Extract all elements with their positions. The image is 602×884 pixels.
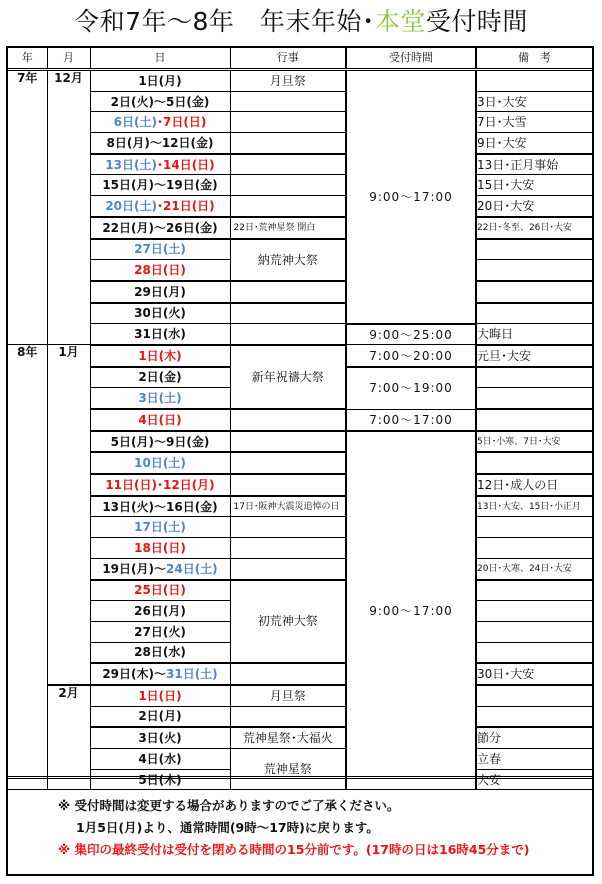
- event-cell: [230, 91, 346, 112]
- day-text: 4日(水): [138, 751, 182, 766]
- note-cell: [476, 281, 592, 303]
- day-text: 11日(日)･12日(月): [105, 477, 215, 492]
- event-cell: [230, 112, 346, 133]
- hours-cell: 7:00～19:00: [346, 367, 476, 409]
- header-row: [8, 48, 592, 70]
- day-text: 15日(月)～19日(金): [102, 178, 218, 193]
- note-cell: 3日･大安: [476, 91, 592, 112]
- event-cell: 荒神星祭･大福火: [230, 727, 346, 748]
- note-cell: 元旦･大安: [476, 345, 592, 367]
- event-cell: 初荒神大祭: [230, 580, 346, 664]
- day-cell: [90, 621, 230, 642]
- day-text: ･14日(日): [157, 157, 215, 172]
- event-cell: 17日･阪神大震災追悼の日: [230, 496, 346, 517]
- title-highlight: 本堂: [374, 7, 426, 36]
- footer-line-3: ※ 集印の最終受付は受付を閉める時間の15分前です。(17時の日は16時45分まで): [58, 842, 530, 857]
- event-cell: [230, 431, 346, 453]
- table-row: [8, 706, 592, 727]
- schedule-table: [8, 48, 592, 790]
- table-row: [8, 517, 592, 538]
- table-row: [8, 324, 592, 345]
- day-text: 29日(月): [134, 284, 186, 299]
- note-cell: [476, 388, 592, 409]
- day-text: 3日(土): [138, 391, 182, 406]
- note-cell: [476, 685, 592, 706]
- day-text: 2日(火)～5日(金): [110, 94, 210, 109]
- day-text: 5日(木): [138, 772, 182, 787]
- year-cell: 8年: [8, 345, 47, 790]
- table-row: [8, 558, 592, 579]
- day-text: ･21日(日): [157, 198, 215, 213]
- event-cell: [230, 663, 346, 685]
- note-cell: 20日･大寒、24日･大安: [476, 558, 592, 579]
- day-cell: [90, 431, 230, 453]
- hours-cell: 9:00～25:00: [346, 324, 476, 345]
- note-cell: [476, 580, 592, 601]
- day-cell: [90, 685, 230, 706]
- table-row: [8, 452, 592, 474]
- month-cell: 12月: [47, 70, 90, 345]
- day-cell: [90, 112, 230, 133]
- day-text: 19日(月)～: [102, 561, 166, 576]
- day-text: 26日(月): [134, 604, 186, 619]
- day-text: 10日(土): [134, 456, 186, 471]
- table-row: [8, 749, 592, 770]
- day-text: 24日(土): [166, 561, 218, 576]
- day-cell: [90, 663, 230, 685]
- day-cell: [90, 239, 230, 260]
- day-cell: [90, 388, 230, 409]
- table-row: [8, 175, 592, 196]
- note-cell: [476, 601, 592, 622]
- note-cell: 節分: [476, 727, 592, 748]
- day-text: 13日(土): [105, 157, 157, 172]
- day-text: 13日(火)～16日(金): [102, 499, 218, 514]
- table-row: [8, 217, 592, 239]
- table-row: [8, 112, 592, 133]
- event-cell: [230, 154, 346, 175]
- table-row: [8, 196, 592, 217]
- note-cell: [476, 621, 592, 642]
- day-text: 1日(木): [138, 348, 182, 363]
- event-cell: 荒神星祭: [230, 749, 346, 790]
- day-text: 30日(火): [134, 306, 186, 321]
- note-cell: [476, 367, 592, 388]
- month-cell: 1月: [47, 345, 90, 685]
- note-cell: 大安: [476, 769, 592, 790]
- table-row: [8, 303, 592, 324]
- note-cell: [476, 409, 592, 431]
- note-cell: 12日･成人の日: [476, 474, 592, 496]
- day-text: 20日(土): [105, 198, 157, 213]
- table-row: [8, 91, 592, 112]
- table-row: [8, 345, 592, 367]
- day-text: 1日(月): [138, 73, 182, 88]
- note-cell: [476, 70, 592, 92]
- day-text: 5日(月)～9日(金): [110, 434, 210, 449]
- note-cell: 13日･正月事始: [476, 154, 592, 175]
- day-cell: [90, 217, 230, 239]
- table-row: [8, 685, 592, 706]
- day-cell: [90, 70, 230, 92]
- schedule-body: [8, 70, 592, 790]
- header-event: 行事: [230, 48, 346, 70]
- day-cell: [90, 409, 230, 431]
- header-year: 年: [8, 48, 47, 70]
- day-cell: [90, 452, 230, 474]
- note-cell: 5日･小寒、7日･大安: [476, 431, 592, 453]
- day-cell: [90, 175, 230, 196]
- title-part2: 受付時間: [425, 7, 528, 36]
- footer-notes: [8, 776, 592, 874]
- day-cell: [90, 517, 230, 538]
- note-cell: 15日･大安: [476, 175, 592, 196]
- note-cell: 30日･大安: [476, 663, 592, 685]
- day-cell: [90, 496, 230, 517]
- hours-cell: 9:00～17:00: [346, 431, 476, 790]
- note-cell: [476, 239, 592, 260]
- day-text: 28日(日): [134, 263, 186, 278]
- footer-line-1: ※ 受付時間は変更する場合がありますのでご了承ください。: [58, 798, 400, 813]
- event-cell: [230, 281, 346, 303]
- table-row: [8, 70, 592, 92]
- day-text: 22日(月)～26日(金): [102, 220, 218, 235]
- day-cell: [90, 91, 230, 112]
- day-cell: [90, 474, 230, 496]
- day-text: 6日(土): [113, 115, 157, 130]
- header-month: 月: [47, 48, 90, 70]
- table-row: [8, 538, 592, 559]
- event-cell: 月旦祭: [230, 70, 346, 92]
- title-part1: 令和7年～8年 年末年始･: [74, 7, 375, 36]
- event-cell: [230, 409, 346, 431]
- day-text: 18日(日): [134, 540, 186, 555]
- table-row: [8, 409, 592, 431]
- note-cell: [476, 642, 592, 663]
- day-cell: [90, 154, 230, 175]
- table-row: [8, 580, 592, 601]
- day-cell: [90, 749, 230, 770]
- day-text: 2日(金): [138, 370, 182, 385]
- day-text: 27日(火): [134, 624, 186, 639]
- day-text: 1日(日): [138, 688, 182, 703]
- table-row: [8, 663, 592, 685]
- event-cell: [230, 474, 346, 496]
- day-cell: [90, 642, 230, 663]
- event-cell: [230, 517, 346, 538]
- day-cell: [90, 706, 230, 727]
- note-cell: 7日･大雪: [476, 112, 592, 133]
- day-cell: [90, 324, 230, 345]
- note-cell: 立春: [476, 749, 592, 770]
- day-cell: [90, 538, 230, 559]
- hours-cell: 7:00～20:00: [346, 345, 476, 367]
- day-text: 4日(日): [138, 412, 182, 427]
- event-cell: [230, 706, 346, 727]
- day-cell: [90, 196, 230, 217]
- day-text: 31日(土): [166, 667, 218, 682]
- header-hours: 受付時間: [346, 48, 476, 70]
- header-notes: 備 考: [476, 48, 592, 70]
- day-text: 8日(月)～12日(金): [106, 135, 214, 150]
- month-cell: 2月: [47, 685, 90, 790]
- note-cell: [476, 538, 592, 559]
- day-cell: [90, 580, 230, 601]
- day-cell: [90, 727, 230, 748]
- note-cell: 9日･大安: [476, 133, 592, 154]
- event-cell: [230, 324, 346, 345]
- day-text: 25日(日): [134, 583, 186, 598]
- day-text: 17日(土): [134, 520, 186, 535]
- event-cell: [230, 538, 346, 559]
- day-cell: [90, 558, 230, 579]
- day-text: 29日(木)～: [102, 667, 166, 682]
- day-cell: [90, 601, 230, 622]
- event-cell: [230, 303, 346, 324]
- table-row: [8, 496, 592, 517]
- event-cell: 納荒神大祭: [230, 239, 346, 281]
- table-row: [8, 281, 592, 303]
- event-cell: 月旦祭: [230, 685, 346, 706]
- day-text: 3日(火): [138, 731, 182, 746]
- event-cell: [230, 452, 346, 474]
- note-cell: 大晦日: [476, 324, 592, 345]
- hours-cell: 9:00～17:00: [346, 70, 476, 324]
- day-cell: [90, 367, 230, 388]
- schedule-sheet: [6, 46, 594, 876]
- event-cell: 22日･荒神星祭 開白: [230, 217, 346, 239]
- day-text: 27日(土): [134, 242, 186, 257]
- note-cell: [476, 260, 592, 281]
- table-row: [8, 474, 592, 496]
- table-row: [8, 727, 592, 748]
- event-cell: [230, 196, 346, 217]
- day-cell: [90, 260, 230, 281]
- day-text: 31日(水): [134, 327, 186, 342]
- day-text: 2日(月): [138, 709, 182, 724]
- note-cell: 22日･冬至、26日･大安: [476, 217, 592, 239]
- event-cell: [230, 558, 346, 579]
- day-cell: [90, 133, 230, 154]
- note-cell: [476, 303, 592, 324]
- year-cell: 7年: [8, 70, 47, 345]
- table-row: [8, 133, 592, 154]
- event-cell: [230, 133, 346, 154]
- header-day: 日: [90, 48, 230, 70]
- day-text: ･7日(日): [157, 115, 207, 130]
- day-text: 28日(水): [134, 645, 186, 660]
- event-cell: [230, 175, 346, 196]
- note-cell: [476, 706, 592, 727]
- hours-cell: 7:00～17:00: [346, 409, 476, 431]
- table-row: [8, 154, 592, 175]
- day-cell: [90, 345, 230, 367]
- note-cell: [476, 517, 592, 538]
- event-cell: 新年祝禱大祭: [230, 345, 346, 409]
- table-row: [8, 239, 592, 260]
- note-cell: [476, 452, 592, 474]
- footer-line-2: 1月5日(月)より、通常時間(9時～17時)に戻ります。: [76, 820, 379, 835]
- table-row: [8, 431, 592, 453]
- day-cell: [90, 281, 230, 303]
- day-cell: [90, 303, 230, 324]
- note-cell: 13日･大安、15日･小正月: [476, 496, 592, 517]
- page-title: [0, 6, 602, 38]
- note-cell: 20日･大安: [476, 196, 592, 217]
